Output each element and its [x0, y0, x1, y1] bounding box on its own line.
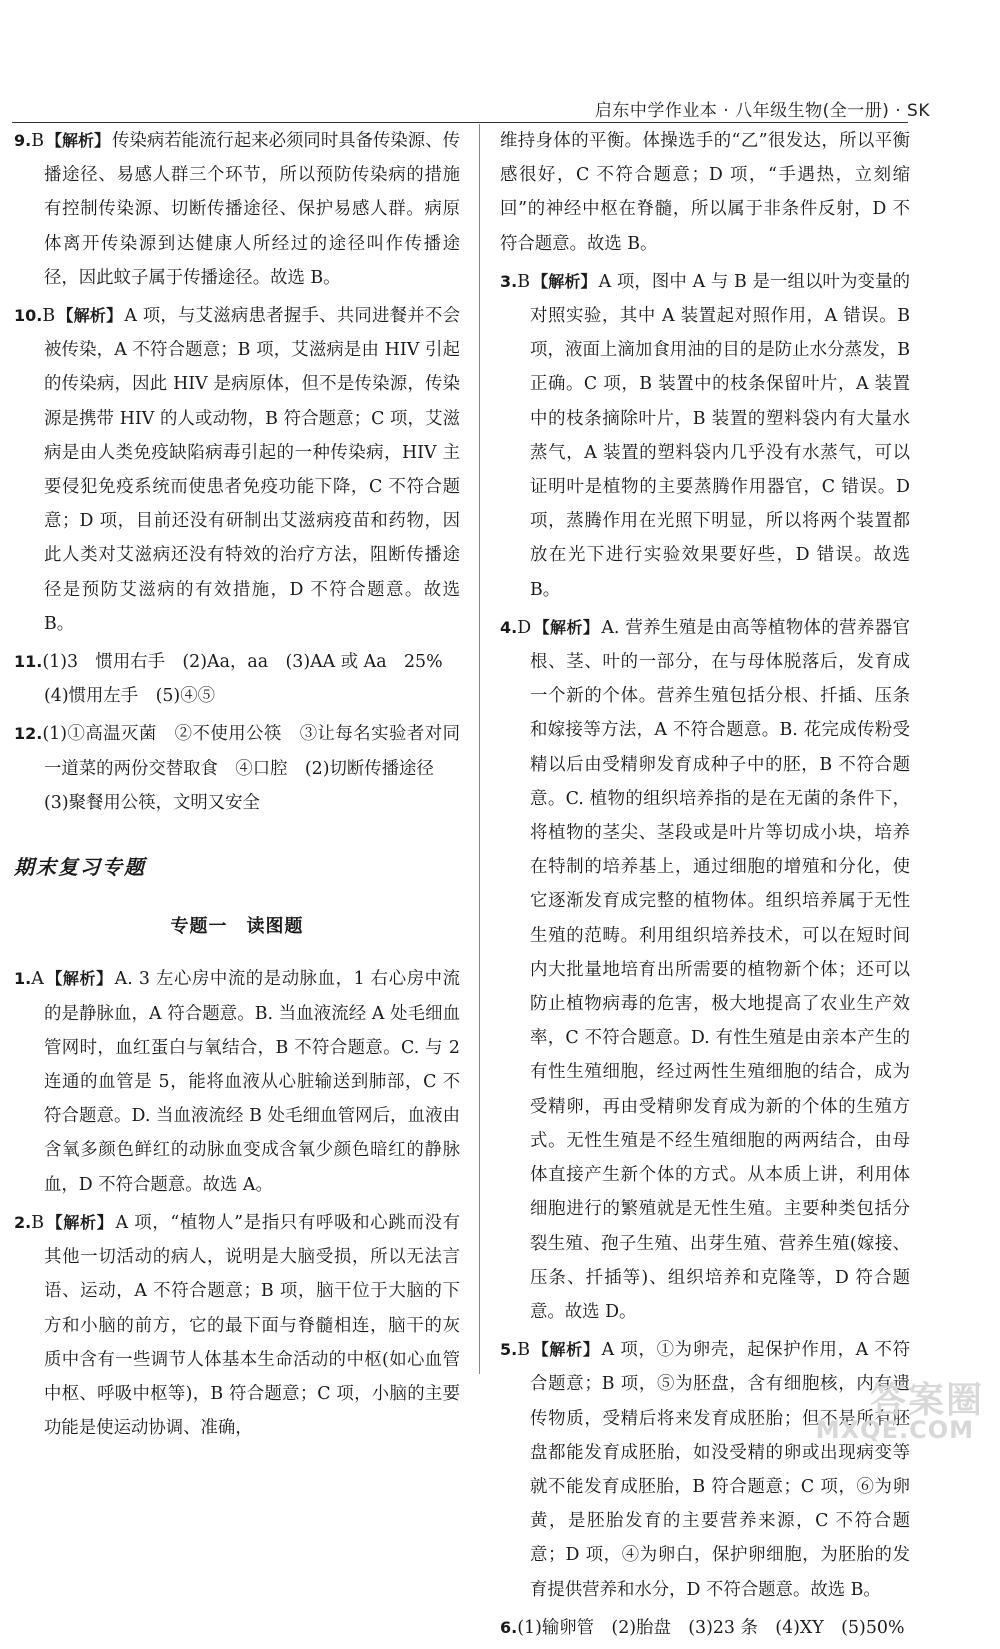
analysis-tag: 【解析】: [45, 969, 113, 989]
analysis-tag: 【解析】: [46, 131, 111, 150]
page-header: 启东中学作业本 · 八年级生物(全一册) · SK: [594, 101, 930, 121]
analysis-text: A 项，与艾滋病患者握手、共同进餐并不会被传染，A 不符合题意；B 项，艾滋病是由 HIV 引起的传染病，因此 HIV 是病原体，但不是传染源，传染源是携带 HIV 的人或动物，B 符合题意；C 项，艾滋病是由人类免疫缺陷病毒引起的一种传染病，HIV 主要侵犯免疫系统而使患者免疫功能下降，C 不符合题意；D 项，目前还没有研制出艾滋病疫苗和药物，因此人类对艾滋病还没有特效的治疗方法，阻断传播途径是预防艾滋病的有效措施，D 不符合题意。故选 B。: [44, 306, 460, 634]
analysis-tag: 【解析】: [46, 1212, 114, 1232]
answer-line: (1)输卵管 (2)胎盘 (3)23 条 (4)XY (5)50%: [517, 1617, 905, 1638]
watermark-url: MXQE.COM: [815, 1416, 974, 1444]
item-number: 9.: [14, 131, 32, 150]
item-number: 12.: [14, 724, 43, 744]
answer-line: (4)惯用左手 (5)④⑤: [44, 686, 216, 707]
item-number: 3.: [500, 271, 518, 291]
item-number: 5.: [500, 1340, 518, 1360]
analysis-text: A. 3 左心房中流的是动脉血，1 右心房中流的是静脉血，A 符合题意。B. 当血液流经 A 处毛细血管网时，血红蛋白与氧结合，B 不符合题意。C. 与 2 连通的血管是 5，能将血液从心脏输送到肺部，C 不符合题意。D. 当血液流经 B 处毛细血管网后，血液由含氧多颜色鲜红的动脉血变成含氧少颜色暗红的静脉血，D 不符合题意。故选 A。: [44, 969, 460, 1195]
item-number: 4.: [500, 617, 518, 637]
analysis-tag: 【解析】: [57, 306, 123, 326]
item-number: 10.: [14, 306, 43, 326]
answer-item-10: [14, 299, 460, 641]
answer-item-t2-continued: [500, 124, 910, 261]
analysis-text: A 项，①为卵壳，起保护作用，A 不符合题意；B 项，⑤为胚盘，含有细胞核，内有遗传物质，受精后将来发育成胚胎；但不是所有胚盘都能发育成胚胎，如没受精的卵或出现病变等就不能发育成胚胎，B 符合题意；C 项，⑥为卵黄，是胚胎发育的主要营养来源，C 不符合题意；D 项，④为卵白，保护卵细胞，为胚胎的发育提供营养和水分，D 不符合题意。故选 B。: [530, 1340, 910, 1600]
watermark-logo: 答案圈: [869, 1380, 984, 1421]
answer-choice: B: [517, 271, 530, 292]
answer-item-t4: [500, 611, 910, 1329]
answer-item-11: [14, 645, 460, 713]
analysis-tag: 【解析】: [532, 271, 597, 291]
analysis-text: 传染病若能流行起来必须同时具备传染源、传播途径、易感人群三个环节，所以预防传染病的措施有控制传染源、切断传播途径、保护易感人群。病原体离开传染源到达健康人所经过的途径叫作传播途径，因此蚊子属于传播途径。故选 B。: [44, 131, 460, 288]
analysis-tag: 【解析】: [533, 617, 600, 637]
topic-title: 专题一 读图题: [170, 916, 304, 938]
answer-choice: B: [42, 306, 56, 327]
answer-choice: D: [517, 617, 532, 638]
answer-item-t3: [500, 265, 910, 607]
analysis-text: A. 营养生殖是由高等植物体的营养器官根、茎、叶的一部分，在与母体脱落后，发育成一个新的个体。营养生殖包括分根、扦插、压条和嫁接等方法，A 不符合题意。B. 花完成传粉受精以后由受精卵发育成种子中的胚，B 不符合题意。C. 植物的组织培养指的是在无菌的条件下，将植物的茎尖、茎段或是叶片等切成小块，培养在特制的培养基上，通过细胞的增殖和分化，使它逐渐发育成完整的植物体。组织培养属于无性生殖的范畴。利用组织培养技术，可以在短时间内大批量地培育出所需要的植物新个体；还可以防止植物病毒的危害，极大地提高了农业生产效率，C 不符合题意。D. 有性生殖是由亲本产生的有性生殖细胞，经过两性生殖细胞的结合，成为受精卵，再由受精卵发育成为新的个体的生殖方式。无性生殖是不经生殖细胞的两两结合，由母体直接产生新个体的方式。从本质上讲，利用体细胞进行的繁殖就是无性生殖。主要种类包括分裂生殖、孢子生殖、出芽生殖、营养生殖(嫁接、压条、扦插等)、组织培养和克隆等，D 符合题意。故选 D。: [530, 617, 910, 1322]
section-title: 期末复习专题: [14, 855, 146, 880]
analysis-tag: 【解析】: [532, 1340, 600, 1360]
answer-choice: B: [517, 1340, 530, 1361]
answer-line: (1)①高温灭菌 ②不使用公筷 ③让每名实验者对同一道菜的两份交替取食 ④口腔 (2)切断传播途径: [42, 724, 460, 779]
left-column: [14, 124, 460, 1449]
answer-line: (1)3 惯用右手 (2)Aa，aa (3)AA 或 Aa 25%: [42, 652, 443, 673]
item-number: 2.: [14, 1212, 32, 1232]
answer-item-t2: [14, 1206, 460, 1445]
analysis-text: 维持身体的平衡。体操选手的“乙”很发达，所以平衡感很好，C 不符合题意；D 项，“手遇热，立刻缩回”的神经中枢在脊髓，所以属于非条件反射，D 不符合题意。故选 B。: [500, 131, 910, 254]
answer-choice: B: [31, 1212, 44, 1233]
answer-item-9: [14, 124, 460, 295]
answer-choice: A: [31, 969, 44, 990]
answer-choice: B: [31, 131, 44, 151]
item-number: 11.: [14, 652, 43, 672]
analysis-text: A 项，“植物人”是指只有呼吸和心跳而没有其他一切活动的病人，说明是大脑受损，所以无法言语、运动，A 不符合题意；B 项，脑干位于大脑的下方和小脑的前方，它的最下面与脊髓相连，脑干的灰质中含有一些调节人体基本生命活动的中枢(如心血管中枢、呼吸中枢等)，B 符合题意；C 项，小脑的主要功能是使运动协调、准确，: [44, 1212, 460, 1439]
column-divider: [479, 124, 480, 1374]
answer-item-t1: [14, 962, 460, 1201]
header-rule: [12, 122, 908, 123]
answer-item-12: [14, 717, 460, 820]
answer-line: (3)聚餐用公筷，文明又安全: [44, 792, 260, 813]
item-number: 1.: [14, 969, 32, 989]
item-number: 6.: [500, 1617, 518, 1637]
answer-item-t6: [500, 1611, 910, 1645]
watermark: [810, 1372, 990, 1448]
analysis-text: A 项，图中 A 与 B 是一组以叶为变量的对照实验，其中 A 装置起对照作用，A 错误。B 项，液面上滴加食用油的目的是防止水分蒸发，B 正确。C 项，B 装置中的枝条保留叶片，A 装置中的枝条摘除叶片，B 装置的塑料袋内有大量水蒸气，A 装置的塑料袋内几乎没有水蒸气，可以证明叶是植物的主要蒸腾作用器官，C 错误。D 项，蒸腾作用在光照下明显，所以将两个装置都放在光下进行实验效果要好些，D 错误。故选 B。: [530, 271, 910, 600]
